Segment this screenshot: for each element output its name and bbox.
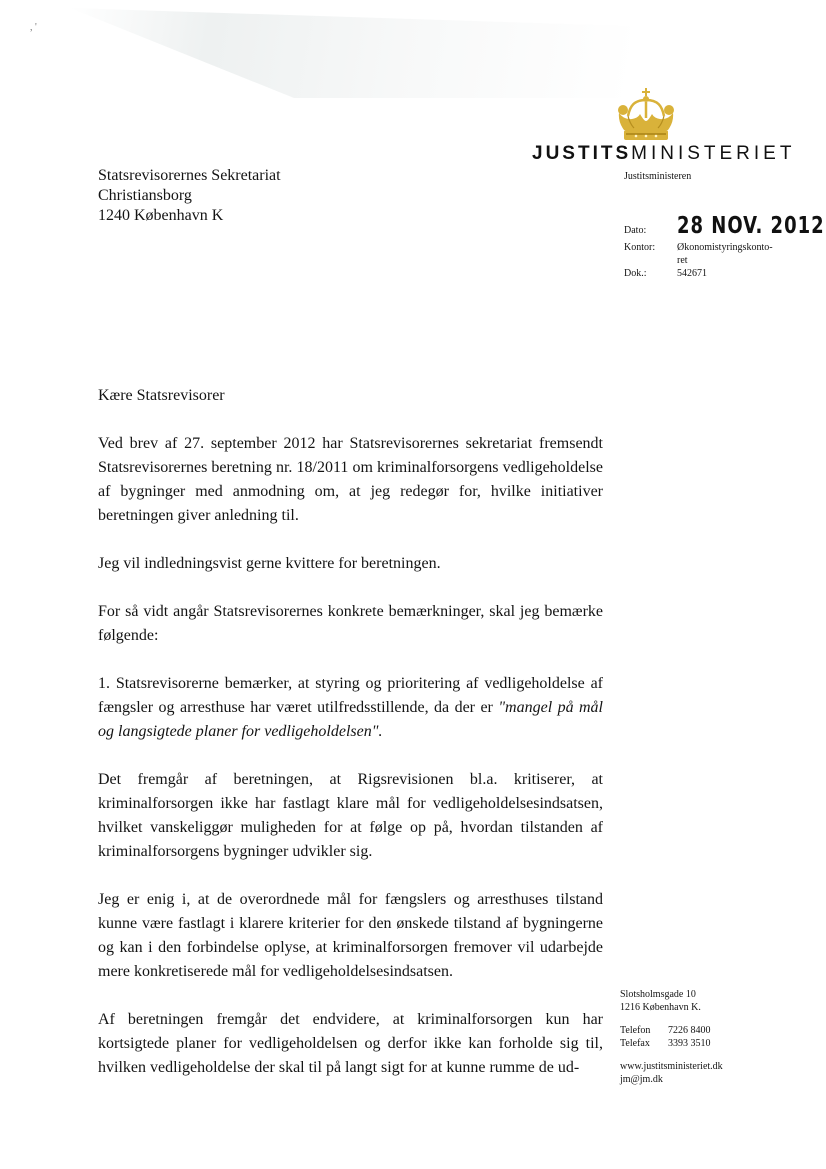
- ministry-logo: [532, 143, 795, 165]
- logo-light-part: MINISTERIET: [631, 143, 796, 164]
- paragraph: Ved brev af 27. september 2012 har Statsrevisorernes sekretariat fremsendt Statsrevisorernes beretning nr. 18/2011 om kriminalforsorgens vedligeholdelse af bygninger med anmodning om, at jeg redegør for, hvilke initiativer beretningen giver anledning til.: [98, 435, 603, 524]
- recipient-address: [98, 166, 281, 226]
- doc-value: 542671: [677, 268, 707, 279]
- email-link[interactable]: jm@jm.dk: [620, 1074, 663, 1085]
- ministry-contact: [620, 988, 723, 1086]
- paragraph-text: 1. Statsrevisorerne bemærker, at styring og prioritering af vedligeholdelse af fængsler og arresthuse har været utilfredsstillende, da der er: [98, 675, 603, 716]
- date-label: Dato:: [624, 225, 647, 236]
- quoted-text: "mangel på mål og langsigtede planer for vedligeholdelsen".: [98, 699, 603, 740]
- fax-label: Telefax: [620, 1038, 650, 1049]
- paragraph: Det fremgår af beretningen, at Rigsrevisionen bl.a. kritiserer, at kriminalforsorgen ikke har fastlagt klare mål for vedligeholdelsesindsatsen, hvilket vanskeliggør muligheden for at følge op på, hvordan tilstanden af kriminalforsorgens bygninger udvikler sig.: [98, 771, 603, 860]
- paragraph: For så vidt angår Statsrevisorernes konkrete bemærkninger, skal jeg bemærke følgende:: [98, 603, 603, 644]
- paragraph: [98, 672, 603, 744]
- page-sheen: [70, 8, 630, 98]
- phone-table: [620, 1024, 711, 1050]
- date-stamp: 28 NOV. 2012: [677, 211, 825, 239]
- margin-marks: , ': [30, 22, 37, 33]
- recipient-line: 1240 København K: [98, 207, 224, 224]
- logo-bold-part: JUSTITS: [532, 143, 632, 164]
- paragraph: Jeg er enig i, at de overordnede mål for fængslers og arresthuses tilstand kunne være fastlagt i klarere kriterier for den ønskede tilstand af bygningerne og kan i den forbindelse oplyse, at kriminalforsorgen fremover vil udarbejde mere konkretiserede mål for vedligeholdelsesindsatsen.: [98, 891, 603, 980]
- recipient-line: Christiansborg: [98, 187, 192, 204]
- phone-label: Telefon: [620, 1025, 651, 1036]
- paragraph: Jeg vil indledningsvist gerne kvittere for beretningen.: [98, 555, 441, 572]
- recipient-line: Statsrevisorernes Sekretariat: [98, 167, 281, 184]
- salutation: Kære Statsrevisorer: [98, 387, 225, 404]
- doc-label: Dok.:: [624, 268, 647, 279]
- department-name: Justitsministeren: [624, 171, 692, 182]
- letter-body: [98, 384, 603, 1080]
- address-line: 1216 København K.: [620, 1002, 701, 1013]
- office-label: Kontor:: [624, 242, 656, 253]
- letter-metadata: [624, 211, 825, 280]
- address-line: Slotsholmsgade 10: [620, 989, 696, 1000]
- office-value-cont: ret: [677, 255, 688, 266]
- website-link[interactable]: www.justitsministeriet.dk: [620, 1061, 723, 1072]
- phone-value: 7226 8400: [668, 1025, 711, 1036]
- paragraph: Af beretningen fremgår det endvidere, at kriminalforsorgen kun har kortsigtede planer for vedligeholdelsen og derfor ikke kan forholde sig til, hvilken vedligeholdelse der skal til på langt sigt for at kunne rumme de ud-: [98, 1011, 603, 1076]
- office-value: Økonomistyringskonto-: [677, 242, 773, 253]
- fax-value: 3393 3510: [668, 1038, 711, 1049]
- crown-emblem-icon: [614, 88, 678, 142]
